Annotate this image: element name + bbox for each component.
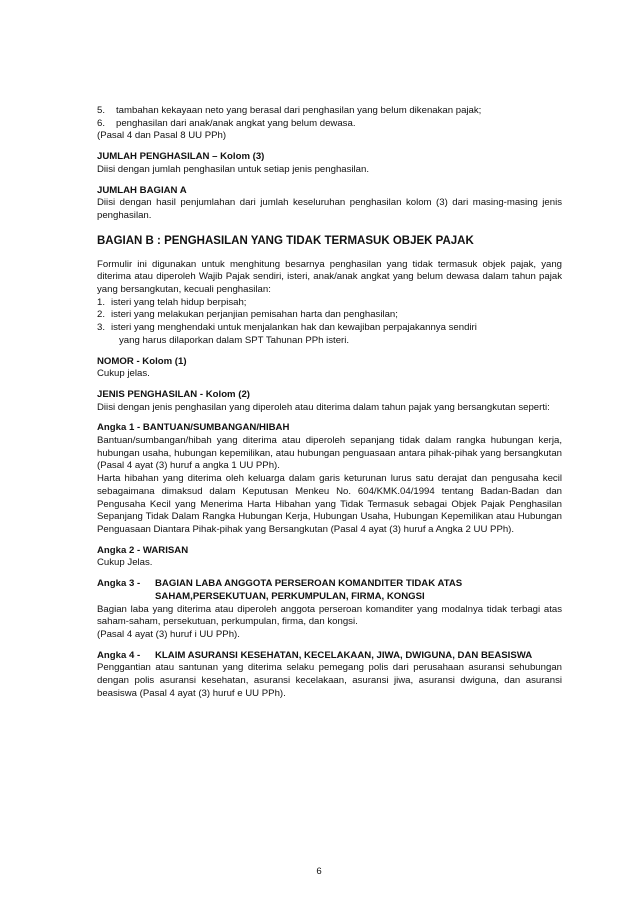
section-heading: JUMLAH PENGHASILAN – Kolom (3) bbox=[97, 151, 265, 163]
section-nomor bbox=[97, 356, 562, 381]
list-text: isteri yang telah hidup berpisah; bbox=[111, 296, 247, 308]
heading-label: Angka 4 - bbox=[97, 649, 141, 661]
list-number: 6. bbox=[97, 117, 106, 129]
section-heading: NOMOR - Kolom (1) bbox=[97, 355, 187, 367]
section-heading bbox=[97, 578, 562, 603]
heading-label: Angka 3 - bbox=[97, 578, 141, 590]
section-heading: Angka 2 - WARISAN bbox=[97, 544, 189, 556]
section-heading: JENIS PENGHASILAN - Kolom (2) bbox=[97, 388, 250, 400]
section-heading bbox=[97, 650, 562, 663]
list-item bbox=[97, 105, 562, 118]
intro-list bbox=[97, 105, 562, 130]
list-number: 3. bbox=[97, 322, 106, 334]
bagian-b-heading: BAGIAN B : PENGHASILAN YANG TIDAK TERMASUK OBJEK PAJAK bbox=[97, 234, 474, 247]
section-angka-4 bbox=[97, 650, 562, 701]
list-number: 5. bbox=[97, 105, 106, 116]
list-continuation: yang harus dilaporkan dalam SPT Tahunan PPh isteri. bbox=[119, 334, 350, 346]
section-body: Cukup jelas. bbox=[97, 368, 150, 380]
list-item bbox=[97, 118, 562, 131]
bagian-b-intro: Formulir ini digunakan untuk menghitung besarnya penghasilan yang tidak termasuk objek pajak, yang diterima atau diperoleh Wajib Pajak sendiri, isteri, anak/anak angkat yang belum dewasa dalam tahun pajak yang bersangkutan, kecuali penghasilan: bbox=[97, 258, 562, 296]
section-reference: (Pasal 4 ayat (3) huruf i UU PPh). bbox=[97, 628, 240, 640]
section-jenis-penghasilan bbox=[97, 389, 562, 414]
section-angka-1 bbox=[97, 422, 562, 536]
document-body bbox=[97, 105, 562, 700]
list-number: 2. bbox=[97, 309, 106, 321]
list-item bbox=[97, 309, 562, 322]
section-paragraph: Harta hibahan yang diterima oleh keluarga dalam garis keturunan lurus satu derajat dan pengusaha kecil sebagaimana dimaksud dalam Keputusan Menkeu No. 604/KMK.04/1994 tentang Badan-Badan dan Pengusaha Kecil yang Menerima Harta Hibahan yang Tidak Termasuk sebagai Objek Pajak Penghasilan Sepanjang Tidak Dalam Rangka Hubungan Kerja, Hubungan Usaha, Hubungan Kepemilikan atau Hubungan Penguasaan Diantara Pihak-pihak yang Bersangkutan (Pasal 4 ayat (3) huruf a Angka 2 UU PPh). bbox=[97, 473, 562, 535]
section-jumlah-bagian-a bbox=[97, 185, 562, 223]
section-angka-3 bbox=[97, 578, 562, 642]
section-body: Diisi dengan jumlah penghasilan untuk setiap jenis penghasilan. bbox=[97, 163, 370, 175]
list-text: penghasilan dari anak/anak angkat yang belum dewasa. bbox=[116, 117, 356, 129]
section-body: Penggantian atau santunan yang diterima selaku pemegang polis dari perusahaan asuransi sehubungan dengan polis asuransi kesehatan, asuransi kecelakaan, asuransi jiwa, asuransi dwiguna, dan asuransi beasiswa (Pasal 4 ayat (3) huruf e UU PPh). bbox=[97, 662, 562, 699]
section-jumlah-penghasilan bbox=[97, 151, 562, 176]
section-body: Diisi dengan hasil penjumlahan dari jumlah keseluruhan penghasilan kolom (3) dari masing-masing jenis penghasilan. bbox=[97, 197, 562, 221]
section-heading: Angka 1 - BANTUAN/SUMBANGAN/HIBAH bbox=[97, 422, 290, 434]
list-text: tambahan kekayaan neto yang berasal dari penghasilan yang belum dikenakan pajak; bbox=[116, 105, 482, 116]
section-heading: JUMLAH BAGIAN A bbox=[97, 184, 187, 196]
list-text: isteri yang melakukan perjanjian pemisahan harta dan penghasilan; bbox=[111, 309, 398, 321]
list-item bbox=[97, 322, 562, 335]
list-number: 1. bbox=[97, 296, 106, 308]
section-bagian-b bbox=[97, 259, 562, 348]
heading-text: BAGIAN LABA ANGGOTA PERSEROAN KOMANDITER TIDAK ATAS SAHAM,PERSEKUTUAN, PERKUMPULAN, FIRMA, KONGSI bbox=[155, 578, 463, 602]
section-angka-2 bbox=[97, 545, 562, 570]
section-body: Diisi dengan jenis penghasilan yang diperoleh atau diterima dalam tahun pajak yang bersangkutan seperti: bbox=[97, 401, 550, 413]
section-body: Cukup Jelas. bbox=[97, 557, 153, 569]
intro-reference: (Pasal 4 dan Pasal 8 UU PPh) bbox=[97, 130, 227, 142]
list-item bbox=[97, 297, 562, 310]
section-paragraph: Bantuan/sumbangan/hibah yang diterima atau diperoleh sepanjang tidak dalam rangka hubungan kerja, hubungan usaha, hubungan kepemilikan, atau hubungan penguasaan antara pihak-pihak yang bersangkutan (Pasal 4 ayat (3) huruf a angka 1 UU PPh). bbox=[97, 435, 562, 472]
heading-text: KLAIM ASURANSI KESEHATAN, KECELAKAAN, JIWA, DWIGUNA, DAN BEASISWA bbox=[155, 649, 533, 661]
list-text: isteri yang menghendaki untuk menjalankan hak dan kewajiban perpajakannya sendiri bbox=[111, 322, 477, 334]
page-number: 6 bbox=[316, 866, 322, 877]
section-body: Bagian laba yang diterima atau diperoleh anggota perseroan komanditer yang modalnya tidak terbagi atas saham-saham, persekutuan, perkumpulan, firma, dan kongsi. bbox=[97, 603, 562, 628]
